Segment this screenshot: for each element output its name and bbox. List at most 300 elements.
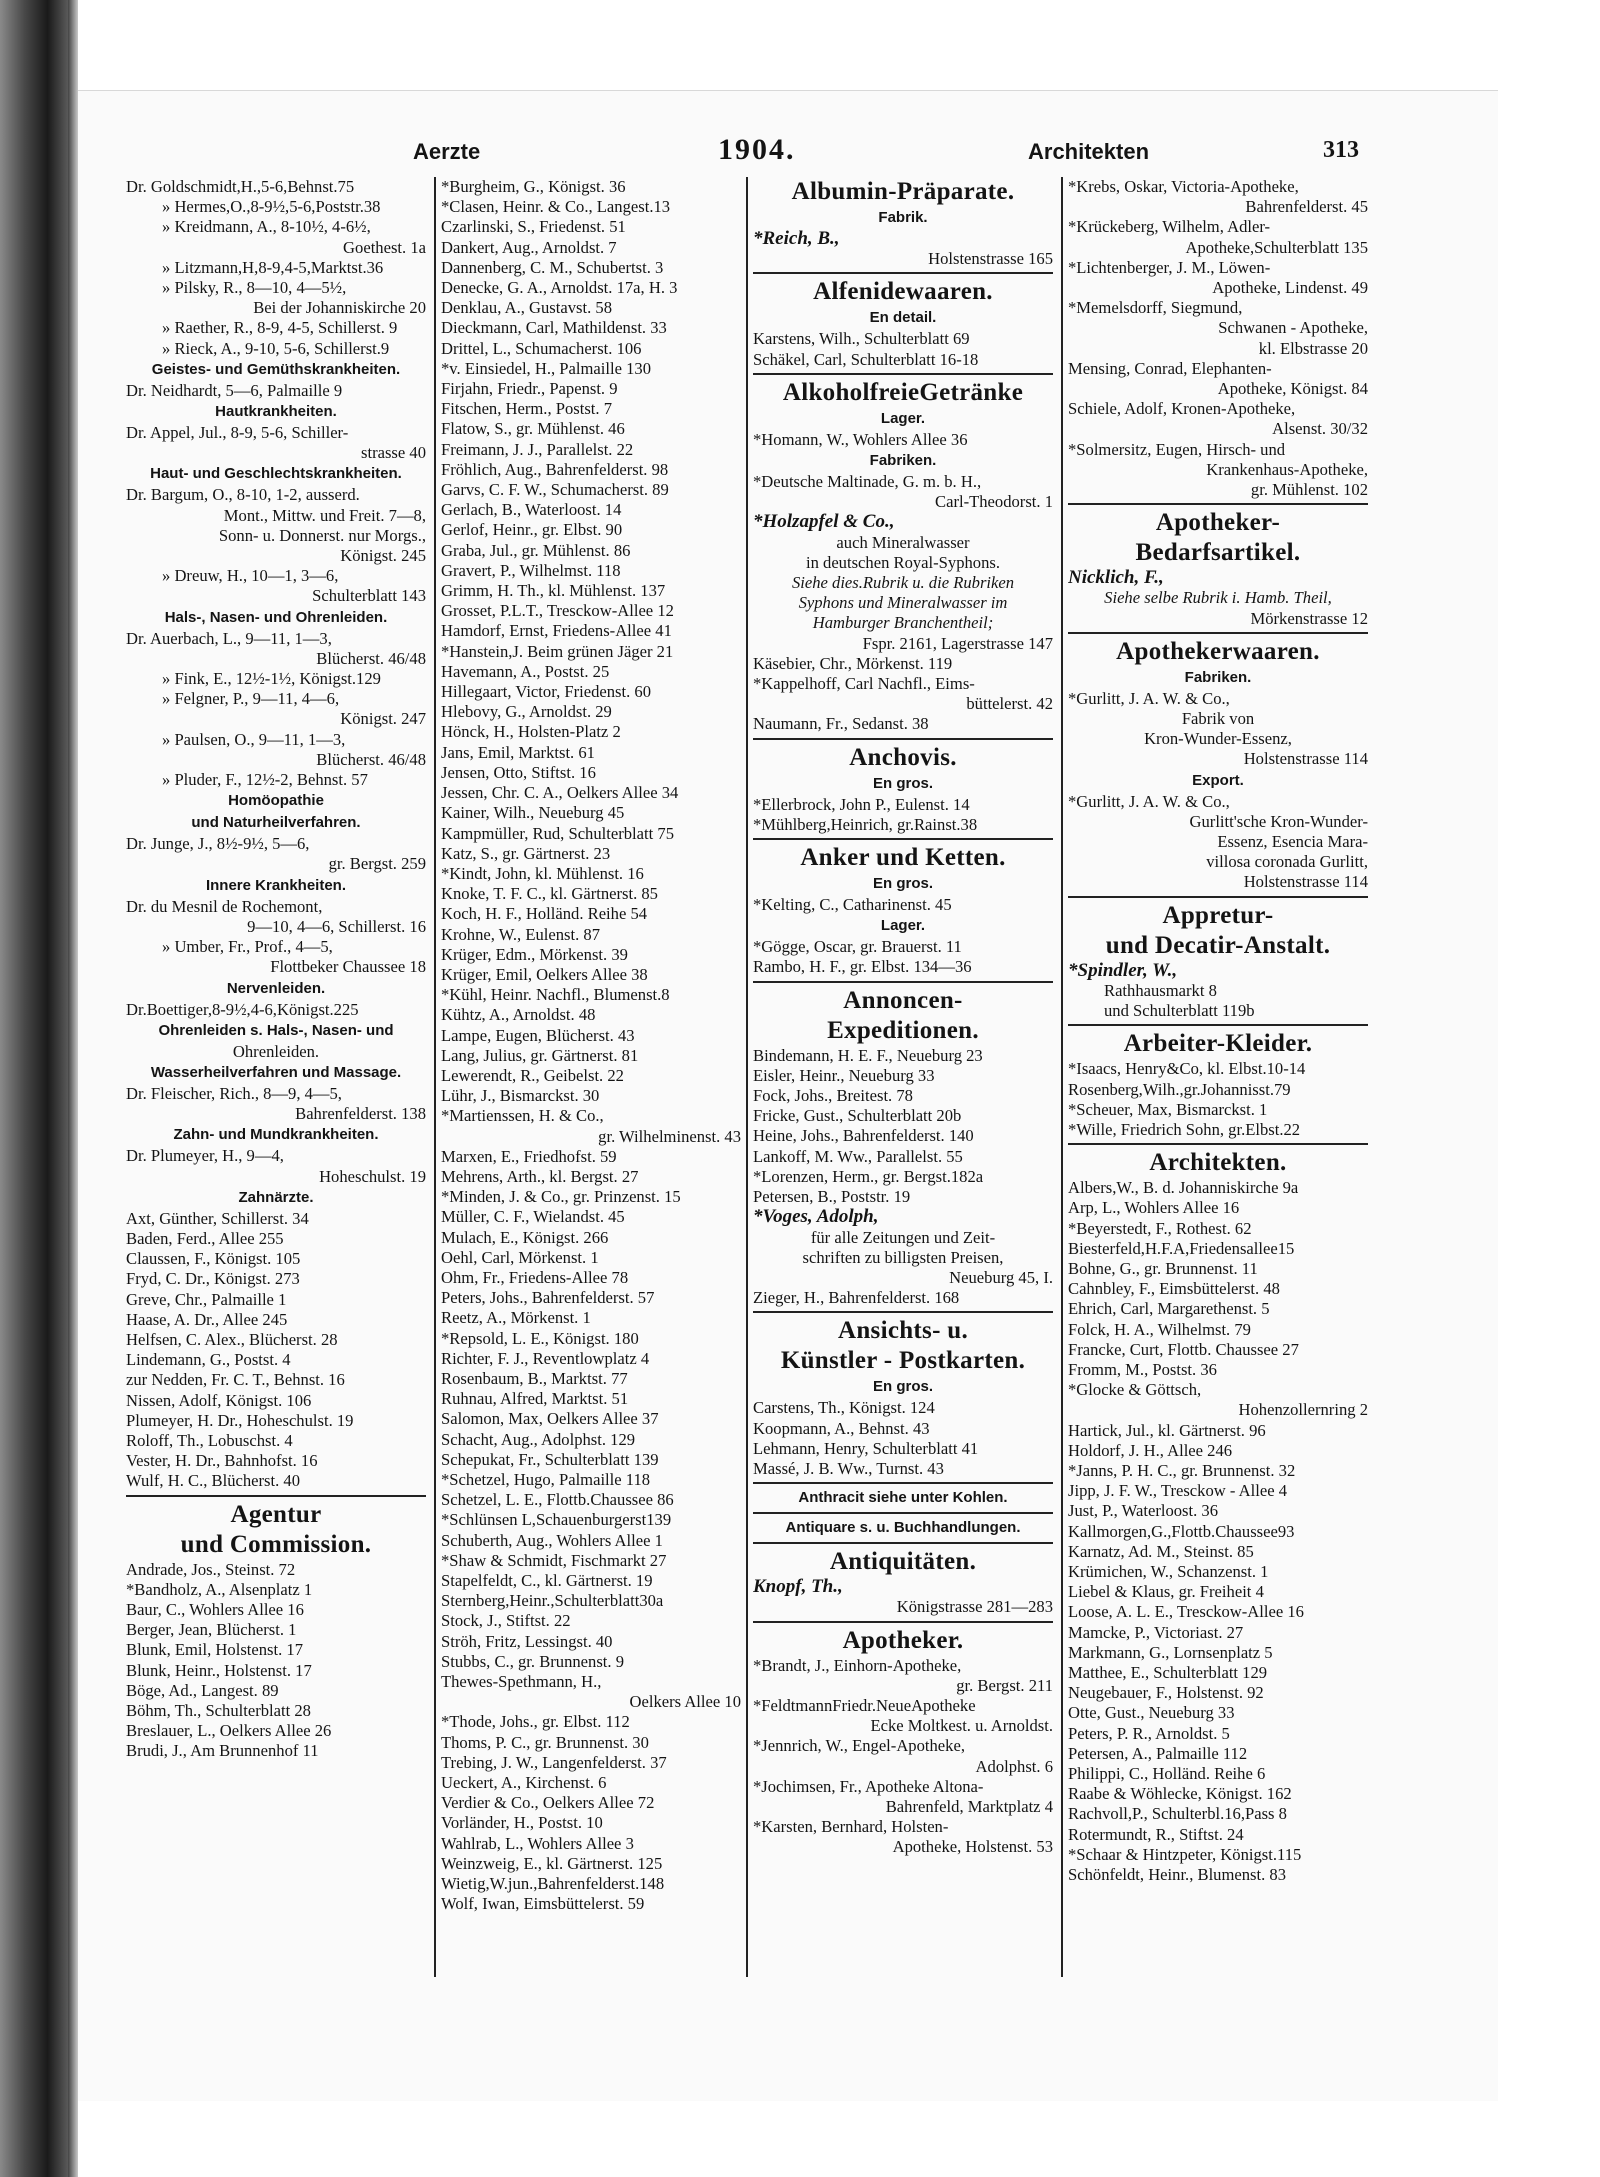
category-heading: Anchovis. bbox=[849, 743, 957, 771]
entry-line: strasse 40 bbox=[361, 443, 426, 463]
subheading: En gros. bbox=[872, 774, 933, 792]
section-rule bbox=[753, 838, 1053, 840]
entry-line: *Gögge, Oscar, gr. Brauerst. 11 bbox=[753, 937, 962, 957]
running-head-left: Aerzte bbox=[413, 139, 481, 164]
entry-line: kl. Elbstrasse 20 bbox=[1258, 338, 1368, 358]
entry-line: *Memelsdorff, Siegmund, bbox=[1068, 298, 1243, 318]
category-heading: und Commission. bbox=[180, 1530, 372, 1558]
entry-line: *Jennrich, W., Engel-Apotheke, bbox=[753, 1736, 965, 1756]
entry-line: Hamburger Branchentheil; bbox=[812, 613, 994, 633]
entry-line: Gerlach, B., Waterloost. 14 bbox=[441, 500, 622, 520]
entry-line: Koch, H. F., Holländ. Reihe 54 bbox=[441, 904, 648, 924]
entry-line: Dr. Auerbach, L., 9—11, 1—3, bbox=[126, 628, 332, 648]
entry-line: Richter, F. J., Reventlowplatz 4 bbox=[441, 1348, 650, 1368]
entry-line: Dr. Bargum, O., 8-10, 1-2, ausserd. bbox=[126, 485, 360, 505]
entry-line: Oelkers Allee 10 bbox=[629, 1692, 741, 1712]
category-heading: Appretur- bbox=[1162, 901, 1274, 929]
section-rule bbox=[753, 373, 1053, 375]
entry-line: Markmann, G., Lornsenplatz 5 bbox=[1068, 1642, 1273, 1662]
entry-line: Francke, Curt, Flottb. Chaussee 27 bbox=[1068, 1339, 1299, 1359]
category-heading: Annoncen- bbox=[843, 986, 963, 1014]
entry-line: Essenz, Esencia Mara- bbox=[1217, 832, 1368, 852]
section-rule bbox=[1068, 503, 1368, 505]
category-heading: Apotheker- bbox=[1155, 509, 1281, 537]
entry-line: Otte, Gust., Neueburg 33 bbox=[1068, 1703, 1235, 1723]
entry-line: Baur, C., Wohlers Allee 16 bbox=[126, 1599, 304, 1619]
entry-line: » Kreidmann, A., 8-10½, 4-6½, bbox=[162, 217, 371, 237]
entry-line: Matthee, E., Schulterblatt 129 bbox=[1068, 1662, 1268, 1682]
entry-line: Blücherst. 46/48 bbox=[316, 749, 426, 769]
entry-line: Plumeyer, H. Dr., Hoheschulst. 19 bbox=[126, 1410, 354, 1430]
entry-line: *Glocke & Göttsch, bbox=[1068, 1380, 1202, 1400]
entry-line: Nissen, Adolf, Königst. 106 bbox=[126, 1390, 312, 1410]
entry-line: Karnatz, Ad. M., Steinst. 85 bbox=[1068, 1541, 1254, 1561]
entry-line: Arp, L., Wohlers Allee 16 bbox=[1068, 1198, 1240, 1218]
entry-line: Helfsen, C. Alex., Blücherst. 28 bbox=[126, 1329, 338, 1349]
entry-line: Czarlinski, S., Friedenst. 51 bbox=[441, 217, 626, 237]
entry-line: *Krückeberg, Wilhelm, Adler- bbox=[1068, 217, 1271, 237]
entry-line: *Kindt, John, kl. Mühlenst. 16 bbox=[441, 863, 644, 883]
entry-line: Neugebauer, F., Holstenst. 92 bbox=[1068, 1683, 1264, 1703]
entry-line: Flatow, S., gr. Mühlenst. 46 bbox=[441, 419, 625, 439]
entry-line: Blunk, Heinr., Holstenst. 17 bbox=[126, 1660, 312, 1680]
entry-line: Schulterblatt 143 bbox=[312, 586, 426, 606]
subheading: Fabriken. bbox=[869, 452, 937, 470]
entry-line: Käsebier, Chr., Mörkenst. 119 bbox=[753, 653, 953, 673]
entry-line: Zieger, H., Bahrenfelderst. 168 bbox=[753, 1288, 960, 1308]
entry-line: *Voges, Adolph, bbox=[753, 1207, 879, 1228]
entry-line: Bindemann, H. E. F., Neueburg 23 bbox=[753, 1045, 983, 1065]
entry-line: Jensen, Otto, Stiftst. 16 bbox=[441, 762, 596, 782]
running-head-right: Architekten bbox=[1028, 139, 1150, 164]
entry-line: Biesterfeld,H.F.A,Friedensallee15 bbox=[1068, 1238, 1295, 1258]
entry-line: Baden, Ferd., Allee 255 bbox=[126, 1228, 284, 1248]
entry-line: Karstens, Wilh., Schulterblatt 69 bbox=[753, 329, 970, 349]
entry-line: Greve, Chr., Palmaille 1 bbox=[126, 1289, 287, 1309]
entry-line: *Deutsche Maltinade, G. m. b. H., bbox=[753, 472, 982, 492]
section-rule bbox=[753, 981, 1053, 983]
entry-line: Siehe selbe Rubrik i. Hamb. Theil, bbox=[1104, 588, 1332, 608]
column-1 bbox=[126, 177, 426, 1762]
entry-line: *v. Einsiedel, H., Palmaille 130 bbox=[441, 358, 651, 378]
entry-line: Ruhnau, Alfred, Marktst. 51 bbox=[441, 1389, 629, 1409]
entry-line: Schönfeldt, Heinr., Blumenst. 83 bbox=[1068, 1865, 1287, 1885]
book-binding-edge bbox=[68, 0, 78, 2177]
entry-line: Adolphst. 6 bbox=[975, 1756, 1053, 1776]
entry-line: Dieckmann, Carl, Mathildenst. 33 bbox=[441, 318, 667, 338]
entry-line: Holstenstrasse 165 bbox=[928, 249, 1053, 269]
entry-line: » Hermes,O.,8-9½,5-6,Poststr.38 bbox=[162, 197, 381, 217]
entry-line: Königstrasse 281—283 bbox=[896, 1597, 1053, 1617]
entry-line: Dr.Boettiger,8-9½,4-6,Königst.225 bbox=[126, 999, 359, 1019]
entry-line: Neueburg 45, I. bbox=[949, 1267, 1053, 1287]
entry-line: Fspr. 2161, Lagerstrasse 147 bbox=[862, 633, 1053, 653]
entry-line: Stubbs, C., gr. Brunnenst. 9 bbox=[441, 1651, 625, 1671]
entry-line: Lehmann, Henry, Schulterblatt 41 bbox=[753, 1438, 979, 1458]
entry-line: Apotheke, Königst. 84 bbox=[1217, 379, 1368, 399]
entry-line: *Lichtenberger, J. M., Löwen- bbox=[1068, 257, 1271, 277]
entry-line: Petersen, A., Palmaille 112 bbox=[1068, 1743, 1248, 1763]
subheading: En detail. bbox=[869, 309, 937, 327]
category-heading: Künstler - Postkarten. bbox=[780, 1347, 1026, 1375]
category-heading: Antiquitäten. bbox=[829, 1548, 977, 1576]
entry-line: Lankoff, M. Ww., Parallelst. 55 bbox=[753, 1146, 963, 1166]
entry-line: Blücherst. 46/48 bbox=[316, 648, 426, 668]
entry-line: Rambo, H. F., gr. Elbst. 134—36 bbox=[753, 957, 972, 977]
category-heading: Alfenidewaaren. bbox=[813, 278, 993, 306]
section-rule bbox=[753, 1621, 1053, 1623]
section-rule bbox=[1068, 632, 1368, 634]
entry-line: Fitschen, Herm., Postst. 7 bbox=[441, 399, 613, 419]
entry-line: Hoheschulst. 19 bbox=[319, 1166, 426, 1186]
entry-line: Holdorf, J. H., Allee 246 bbox=[1068, 1440, 1233, 1460]
entry-line: Fromm, M., Postst. 36 bbox=[1068, 1359, 1217, 1379]
entry-line: Schuberth, Aug., Wohlers Allee 1 bbox=[441, 1530, 663, 1550]
subheading: En gros. bbox=[872, 875, 933, 893]
entry-line: Garvs, C. F. W., Schumacherst. 89 bbox=[441, 480, 669, 500]
column-divider bbox=[1061, 177, 1063, 1977]
entry-line: Firjahn, Friedr., Papenst. 9 bbox=[441, 379, 618, 399]
entry-line: » Umber, Fr., Prof., 4—5, bbox=[162, 937, 333, 957]
entry-line: Krüger, Edm., Mörkenst. 39 bbox=[441, 944, 628, 964]
entry-line: Syphons und Mineralwasser im bbox=[798, 593, 1008, 613]
section-rule bbox=[126, 1495, 426, 1497]
subheading: Lager. bbox=[880, 917, 926, 935]
entry-line: gr. Bergst. 259 bbox=[328, 854, 426, 874]
section-rule bbox=[1068, 1143, 1368, 1145]
column-2 bbox=[441, 177, 741, 1914]
entry-line: Carl-Theodorst. 1 bbox=[935, 492, 1053, 512]
entry-line: Bahrenfelderst. 45 bbox=[1245, 197, 1368, 217]
section-rule bbox=[753, 1512, 1053, 1514]
column-3 bbox=[753, 177, 1053, 1858]
entry-line: » Paulsen, O., 9—11, 1—3, bbox=[162, 729, 346, 749]
entry-line: gr. Bergst. 211 bbox=[956, 1675, 1053, 1695]
entry-line: Siehe dies.Rubrik u. die Rubriken bbox=[791, 573, 1015, 593]
entry-line: Carstens, Th., Königst. 124 bbox=[753, 1398, 935, 1418]
entry-line: Haase, A. Dr., Allee 245 bbox=[126, 1309, 288, 1329]
entry-line: Blunk, Emil, Holstenst. 17 bbox=[126, 1640, 304, 1660]
entry-line: Rosenberg,Wilh.,gr.Johannisst.79 bbox=[1068, 1079, 1291, 1099]
subheading: Zahn- und Mundkrankheiten. bbox=[173, 1126, 379, 1144]
entry-line: villosa coronada Gurlitt, bbox=[1206, 852, 1368, 872]
category-heading: Albumin-Präparate. bbox=[791, 178, 1015, 205]
entry-line: Stock, J., Stiftst. 22 bbox=[441, 1611, 571, 1631]
entry-line: Krankenhaus-Apotheke, bbox=[1206, 459, 1368, 479]
entry-line: Ehrich, Carl, Margarethenst. 5 bbox=[1068, 1299, 1270, 1319]
subheading: Fabrik. bbox=[878, 209, 928, 226]
entry-line: Liebel & Klaus, gr. Freiheit 4 bbox=[1068, 1582, 1264, 1602]
entry-line: Alsenst. 30/32 bbox=[1272, 419, 1368, 439]
entry-line: Drittel, L., Schumacherst. 106 bbox=[441, 338, 642, 358]
entry-line: Salomon, Max, Oelkers Allee 37 bbox=[441, 1409, 659, 1429]
book-binding bbox=[0, 0, 68, 2177]
entry-line: Flottbeker Chaussee 18 bbox=[270, 957, 426, 977]
entry-line: Holstenstrasse 114 bbox=[1243, 749, 1368, 769]
entry-line: Verdier & Co., Oelkers Allee 72 bbox=[441, 1793, 655, 1813]
entry-line: Schwanen - Apotheke, bbox=[1218, 318, 1368, 338]
entry-line: Kallmorgen,G.,Flottb.Chaussee93 bbox=[1068, 1521, 1295, 1541]
entry-line: Schiele, Adolf, Kronen-Apotheke, bbox=[1068, 399, 1296, 419]
entry-line: » Rieck, A., 9-10, 5-6, Schillerst.9 bbox=[162, 338, 390, 358]
entry-line: » Felgner, P., 9—11, 4—6, bbox=[162, 689, 340, 709]
entry-line: Loose, A. L. E., Tresckow-Allee 16 bbox=[1068, 1602, 1304, 1622]
entry-line: Massé, J. B. Ww., Turnst. 43 bbox=[753, 1458, 944, 1478]
entry-line: *Reich, B., bbox=[753, 229, 840, 249]
entry-line: Axt, Günther, Schillerst. 34 bbox=[126, 1208, 309, 1228]
entry-line: Schepukat, Fr., Schulterblatt 139 bbox=[441, 1449, 659, 1469]
entry-line: Schacht, Aug., Adolphst. 129 bbox=[441, 1429, 636, 1449]
subheading: Haut- und Geschlechtskrankheiten. bbox=[150, 465, 402, 483]
subheading: Wasserheilverfahren und Massage. bbox=[150, 1063, 402, 1081]
category-heading: Anker und Ketten. bbox=[800, 844, 1006, 872]
entry-line: Folck, H. A., Wilhelmst. 79 bbox=[1068, 1319, 1251, 1339]
column-divider bbox=[746, 177, 748, 1977]
running-head-year: 1904. bbox=[718, 133, 796, 166]
entry-line: Dr. Goldschmidt,H.,5-6,Behnst.75 bbox=[126, 177, 355, 196]
entry-line: *Shaw & Schmidt, Fischmarkt 27 bbox=[441, 1550, 667, 1570]
entry-line: *Burgheim, G., Königst. 36 bbox=[441, 177, 626, 196]
entry-line: Freimann, J. J., Parallelst. 22 bbox=[441, 439, 634, 459]
entry-line: Peters, P. R., Arnoldst. 5 bbox=[1068, 1723, 1230, 1743]
section-rule bbox=[753, 1311, 1053, 1313]
entry-line: Cahnbley, F., Eimsbüttelerst. 48 bbox=[1068, 1279, 1280, 1299]
entry-line: » Pluder, F., 12½-2, Behnst. 57 bbox=[162, 770, 368, 790]
entry-line: Hönck, H., Holsten-Platz 2 bbox=[441, 722, 621, 742]
entry-line: Knopf, Th., bbox=[753, 1577, 843, 1598]
entry-line: Brudi, J., Am Brunnenhof 11 bbox=[126, 1741, 319, 1761]
entry-line: *Isaacs, Henry&Co, kl. Elbst.10-14 bbox=[1068, 1059, 1306, 1079]
entry-line: Thewes-Spethmann, H., bbox=[441, 1672, 602, 1692]
entry-line: *Scheuer, Max, Bismarckst. 1 bbox=[1068, 1099, 1268, 1119]
entry-line: *Holzapfel & Co., bbox=[753, 512, 895, 533]
entry-line: *Janns, P. H. C., gr. Brunnenst. 32 bbox=[1068, 1460, 1296, 1480]
entry-line: *Thode, Johs., gr. Elbst. 112 bbox=[441, 1712, 630, 1732]
entry-line: *Gurlitt, J. A. W. & Co., bbox=[1068, 688, 1230, 708]
entry-line: Gurlitt'sche Kron-Wunder- bbox=[1189, 811, 1368, 831]
entry-line: Böhm, Th., Schulterblatt 28 bbox=[126, 1700, 311, 1720]
entry-line: *Kappelhoff, Carl Nachfl., Eims- bbox=[753, 674, 975, 694]
section-rule bbox=[753, 1482, 1053, 1484]
entry-line: *Kühl, Heinr. Nachfl., Blumenst.8 bbox=[441, 985, 670, 1005]
entry-line: Lühr, J., Bismarckst. 30 bbox=[441, 1086, 600, 1106]
entry-line: Stapelfeldt, C., kl. Gärtnerst. 19 bbox=[441, 1571, 653, 1591]
entry-line: » Dreuw, H., 10—1, 3—6, bbox=[162, 566, 339, 586]
entry-line: Jans, Emil, Marktst. 61 bbox=[441, 742, 595, 762]
subheading: Fabriken. bbox=[1184, 668, 1252, 686]
entry-line: *FeldtmannFriedr.NeueApotheke bbox=[753, 1695, 976, 1715]
entry-line: Bohne, G., gr. Brunnenst. 11 bbox=[1068, 1258, 1258, 1278]
entry-line: Koopmann, A., Behnst. 43 bbox=[753, 1418, 930, 1438]
entry-line: auch Mineralwasser bbox=[836, 532, 970, 552]
entry-line: *Beyerstedt, F., Rothest. 62 bbox=[1068, 1218, 1252, 1238]
entry-line: *Ellerbrock, John P., Eulenst. 14 bbox=[753, 794, 970, 814]
entry-line: Schetzel, L. E., Flottb.Chaussee 86 bbox=[441, 1490, 674, 1510]
entry-line: Denecke, G. A., Arnoldst. 17a, H. 3 bbox=[441, 278, 678, 298]
entry-line: Just, P., Waterloost. 36 bbox=[1068, 1501, 1219, 1521]
entry-line: Thoms, P. C., gr. Brunnenst. 30 bbox=[441, 1732, 649, 1752]
entry-line: *Brandt, J., Einhorn-Apotheke, bbox=[753, 1655, 962, 1675]
entry-line: schriften zu billigsten Preisen, bbox=[802, 1247, 1004, 1267]
entry-line: Lampe, Eugen, Blücherst. 43 bbox=[441, 1025, 635, 1045]
entry-line: Havemann, A., Postst. 25 bbox=[441, 661, 610, 681]
page-number: 313 bbox=[1323, 137, 1359, 163]
entry-line: Marxen, E., Friedhofst. 59 bbox=[441, 1146, 617, 1166]
entry-line: Mörkenstrasse 12 bbox=[1250, 608, 1368, 628]
entry-line: Wietig,W.jun.,Bahrenfelderst.148 bbox=[441, 1874, 665, 1894]
entry-line: 9—10, 4—6, Schillerst. 16 bbox=[247, 916, 426, 936]
subheading: Innere Krankheiten. bbox=[205, 876, 347, 894]
entry-line: Naumann, Fr., Sedanst. 38 bbox=[753, 714, 929, 734]
entry-line: Bahrenfelderst. 138 bbox=[295, 1104, 426, 1124]
category-heading: Architekten. bbox=[1149, 1149, 1287, 1177]
entry-line: Oehl, Carl, Mörkenst. 1 bbox=[441, 1247, 599, 1267]
entry-line: Nicklich, F., bbox=[1068, 568, 1164, 589]
entry-line: *Bandholz, A., Alsenplatz 1 bbox=[126, 1579, 313, 1599]
entry-line: Ströh, Fritz, Lessingst. 40 bbox=[441, 1631, 613, 1651]
entry-line: Fröhlich, Aug., Bahrenfelderst. 98 bbox=[441, 459, 669, 479]
entry-line: Sonn- u. Donnerst. nur Morgs., bbox=[218, 525, 426, 545]
entry-line: Apotheke, Lindenst. 49 bbox=[1212, 278, 1368, 298]
entry-line: Lindemann, G., Postst. 4 bbox=[126, 1350, 291, 1370]
entry-line: Petersen, B., Poststr. 19 bbox=[753, 1187, 911, 1207]
section-rule bbox=[753, 1542, 1053, 1544]
section-rule bbox=[753, 272, 1053, 274]
entry-line: und Schulterblatt 119b bbox=[1104, 1001, 1255, 1021]
category-heading: und Decatir-Anstalt. bbox=[1105, 931, 1331, 959]
entry-line: Dr. Neidhardt, 5—6, Palmaille 9 bbox=[126, 380, 343, 400]
entry-line: Grosset, P.L.T., Tresckow-Allee 12 bbox=[441, 601, 674, 621]
entry-line: *Homann, W., Wohlers Allee 36 bbox=[753, 429, 968, 449]
entry-line: » Pilsky, R., 8—10, 4—5½, bbox=[162, 278, 347, 298]
entry-line: Trebing, J. W., Langenfelderst. 37 bbox=[441, 1752, 667, 1772]
entry-line: büttelerst. 42 bbox=[966, 694, 1053, 714]
entry-line: Ecke Moltkest. u. Arnoldst. bbox=[870, 1716, 1053, 1736]
entry-line: Fabrik von bbox=[1181, 709, 1255, 729]
entry-line: Krümichen, W., Schanzenst. 1 bbox=[1068, 1561, 1269, 1581]
entry-line: Dr. Plumeyer, H., 9—4, bbox=[126, 1146, 284, 1166]
entry-line: Böge, Ad., Langest. 89 bbox=[126, 1680, 279, 1700]
entry-line: *Kelting, C., Catharinenst. 45 bbox=[753, 895, 952, 915]
category-heading: Arbeiter-Kleider. bbox=[1123, 1030, 1313, 1058]
entry-line: Heine, Johs., Bahrenfelderst. 140 bbox=[753, 1126, 974, 1146]
entry-line: Philippi, C., Holländ. Reihe 6 bbox=[1068, 1764, 1266, 1783]
entry-line: Krohne, W., Eulenst. 87 bbox=[441, 924, 601, 944]
entry-line: *Karsten, Bernhard, Holsten- bbox=[753, 1817, 949, 1837]
entry-line: Schäkel, Carl, Schulterblatt 16-18 bbox=[753, 349, 979, 369]
entry-line: Eisler, Heinr., Neueburg 33 bbox=[753, 1065, 935, 1085]
entry-line: Reetz, A., Mörkenst. 1 bbox=[441, 1308, 591, 1328]
subheading: Ohrenleiden s. Hals-, Nasen- und bbox=[158, 1021, 394, 1039]
entry-line: Dannenberg, C. M., Schubertst. 3 bbox=[441, 257, 664, 277]
entry-line: Hlebovy, G., Arnoldst. 29 bbox=[441, 702, 612, 722]
category-heading: Apothekerwaaren. bbox=[1116, 637, 1320, 665]
entry-line: Jessen, Chr. C. A., Oelkers Allee 34 bbox=[441, 783, 679, 803]
entry-line: Dr. Junge, J., 8½-9½, 5—6, bbox=[126, 834, 310, 854]
entry-line: Raabe & Wöhlecke, Königst. 162 bbox=[1068, 1784, 1292, 1804]
entry-line: Vester, H. Dr., Bahnhofst. 16 bbox=[126, 1451, 318, 1471]
entry-line: Denklau, A., Gustavst. 58 bbox=[441, 298, 612, 318]
category-heading: Apotheker. bbox=[842, 1626, 964, 1654]
entry-line: Andrade, Jos., Steinst. 72 bbox=[126, 1559, 296, 1579]
subheading: Hautkrankheiten. bbox=[215, 403, 337, 421]
entry-line: Dr. Fleischer, Rich., 8—9, 4—5, bbox=[126, 1083, 342, 1103]
subheading: Geistes- und Gemüthskrankheiten. bbox=[151, 360, 401, 378]
subheading: Nervenleiden. bbox=[226, 979, 326, 997]
entry-line: Dankert, Aug., Arnoldst. 7 bbox=[441, 237, 617, 257]
entry-line: Ohm, Fr., Friedens-Allee 78 bbox=[441, 1267, 629, 1287]
entry-line: Wahlrab, L., Wohlers Allee 3 bbox=[441, 1833, 634, 1853]
subheading: Hals-, Nasen- und Ohrenleiden. bbox=[164, 608, 388, 626]
entry-line: Fricke, Gust., Schulterblatt 20b bbox=[753, 1106, 962, 1126]
entry-line: Ueckert, A., Kirchenst. 6 bbox=[441, 1773, 607, 1793]
entry-line: Mulach, E., Königst. 266 bbox=[441, 1227, 609, 1247]
subheading: und Naturheilverfahren. bbox=[191, 814, 361, 832]
category-heading: Agentur bbox=[230, 1500, 322, 1528]
entry-line: Berger, Jean, Blücherst. 1 bbox=[126, 1620, 297, 1640]
entry-line: in deutschen Royal-Syphons. bbox=[805, 552, 1001, 572]
entry-line: Fock, Johs., Breitest. 78 bbox=[753, 1086, 913, 1106]
entry-line: Albers,W., B. d. Johanniskirche 9a bbox=[1068, 1178, 1299, 1198]
entry-line: Lewerendt, R., Geibelst. 22 bbox=[441, 1065, 624, 1085]
entry-line: Grimm, H. Th., kl. Mühlenst. 137 bbox=[441, 581, 666, 601]
subheading: Anthracit siehe unter Kohlen. bbox=[798, 1489, 1008, 1507]
entry-line: Vorländer, H., Postst. 10 bbox=[441, 1813, 603, 1833]
section-rule bbox=[1068, 1024, 1368, 1026]
entry-line: Graba, Jul., gr. Mühlenst. 86 bbox=[441, 540, 631, 560]
entry-line: Dr. Appel, Jul., 8-9, 5-6, Schiller- bbox=[126, 423, 349, 443]
subheading: Zahnärzte. bbox=[238, 1188, 314, 1206]
entry-line: Hohenzollernring 2 bbox=[1238, 1400, 1368, 1420]
category-heading: Ansichts- u. bbox=[837, 1317, 969, 1345]
entry-line: Bahrenfeld, Marktplatz 4 bbox=[885, 1796, 1053, 1816]
entry-line: Bei der Johanniskirche 20 bbox=[253, 298, 426, 318]
entry-line: » Litzmann,H,8-9,4-5,Marktst.36 bbox=[162, 257, 384, 277]
entry-line: Rachvoll,P., Schulterbl.16,Pass 8 bbox=[1068, 1804, 1287, 1824]
entry-line: Gerlof, Heinr., gr. Elbst. 90 bbox=[441, 520, 623, 540]
entry-line: *Spindler, W., bbox=[1068, 960, 1178, 981]
entry-line: » Raether, R., 8-9, 4-5, Schillerst. 9 bbox=[162, 318, 398, 338]
entry-line: *Mühlberg,Heinrich, gr.Rainst.38 bbox=[753, 814, 978, 834]
entry-line: Lang, Julius, gr. Gärtnerst. 81 bbox=[441, 1045, 639, 1065]
entry-line: Mont., Mittw. und Freit. 7—8, bbox=[223, 505, 426, 525]
entry-line: *Minden, J. & Co., gr. Prinzenst. 15 bbox=[441, 1187, 681, 1207]
entry-line: *Gurlitt, J. A. W. & Co., bbox=[1068, 791, 1230, 811]
entry-line: Kron-Wunder-Essenz, bbox=[1144, 729, 1292, 749]
entry-line: Claussen, F., Königst. 105 bbox=[126, 1249, 301, 1269]
entry-line: *Schetzel, Hugo, Palmaille 118 bbox=[441, 1470, 651, 1489]
entry-line: gr. Mühlenst. 102 bbox=[1250, 480, 1368, 500]
entry-line: Kampmüller, Rud, Schulterblatt 75 bbox=[441, 823, 674, 843]
entry-line: *Krebs, Oskar, Victoria-Apotheke, bbox=[1068, 177, 1299, 196]
entry-line: Holstenstrasse 114 bbox=[1243, 872, 1368, 892]
entry-line: Peters, Johs., Bahrenfelderst. 57 bbox=[441, 1288, 655, 1308]
entry-line: *Wille, Friedrich Sohn, gr.Elbst.22 bbox=[1068, 1119, 1301, 1139]
column-divider bbox=[434, 177, 436, 1977]
entry-line: Knoke, T. F. C., kl. Gärtnerst. 85 bbox=[441, 884, 658, 904]
subheading: Homöopathie bbox=[228, 792, 324, 810]
entry-line: Hartick, Jul., kl. Gärtnerst. 96 bbox=[1068, 1420, 1266, 1440]
entry-line: zur Nedden, Fr. C. T., Behnst. 16 bbox=[126, 1370, 345, 1390]
entry-line: Apotheke, Holstenst. 53 bbox=[892, 1837, 1053, 1857]
entry-line: Hamdorf, Ernst, Friedens-Allee 41 bbox=[441, 621, 672, 641]
entry-line: Mensing, Conrad, Elephanten- bbox=[1068, 358, 1272, 378]
entry-line: *Martienssen, H. & Co., bbox=[441, 1106, 604, 1126]
entry-line: *Jochimsen, Fr., Apotheke Altona- bbox=[753, 1776, 984, 1796]
section-rule bbox=[1068, 896, 1368, 898]
entry-line: Goethest. 1a bbox=[343, 237, 426, 257]
entry-line: Wolf, Iwan, Eimsbüttelerst. 59 bbox=[441, 1894, 645, 1914]
